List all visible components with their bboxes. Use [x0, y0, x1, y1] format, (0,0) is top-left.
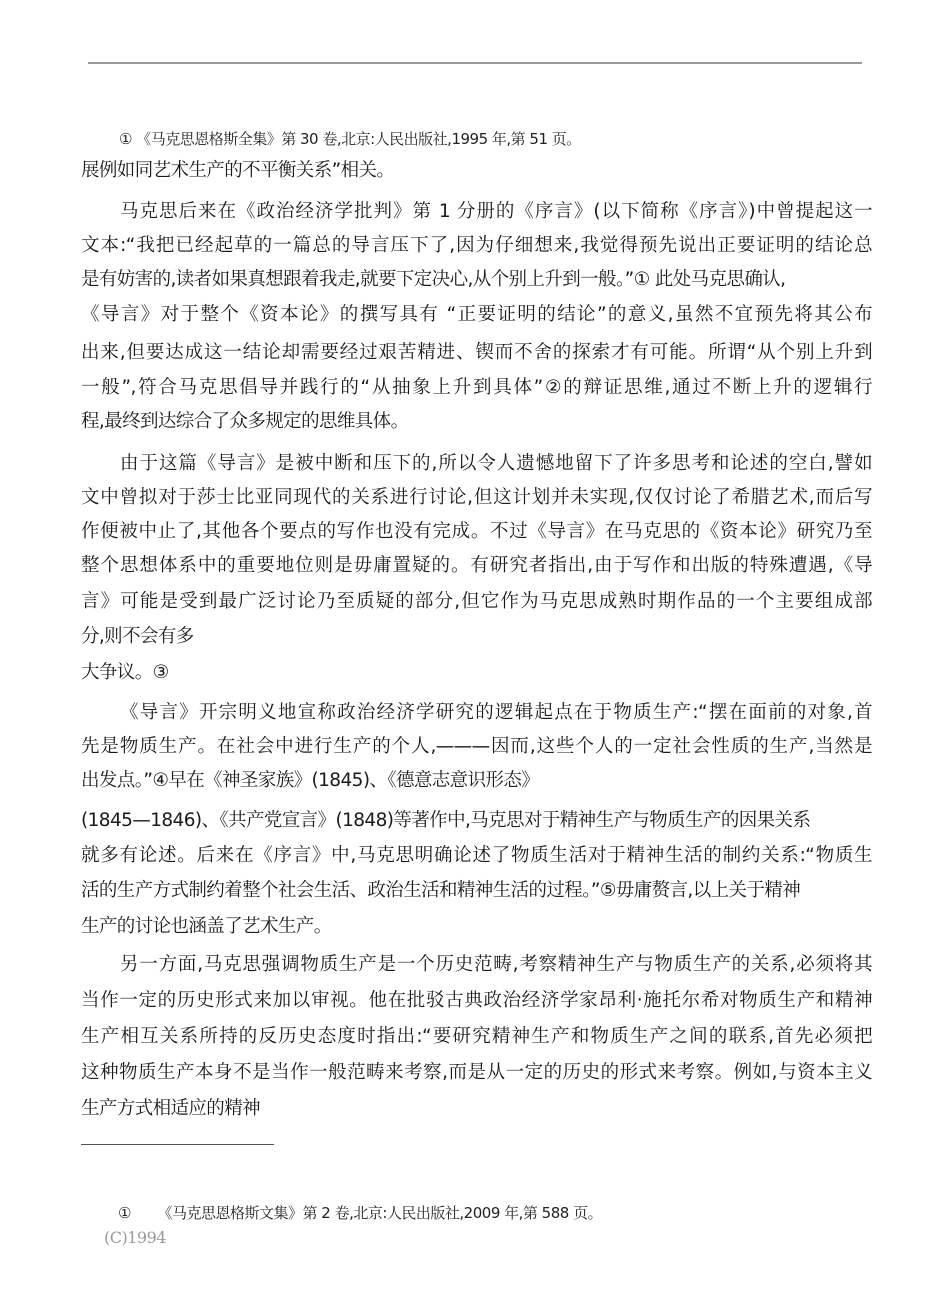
body-line: 《导言》对于整个《资本论》的撰写具有 “正要证明的结论”的意义,虽然不宜预先将其公布	[81, 304, 872, 325]
footer-footnote	[118, 1203, 602, 1223]
body-line: 出来,但要达成这一结论却需要经过艰苦精进、锲而不舍的探索才有可能。所谓“从个别上升到	[81, 342, 872, 363]
body-line: 另一方面,马克思强调物质生产是一个历史范畴,考察精神生产与物质生产的关系,必须将其	[120, 954, 872, 975]
footnote-marker: ①	[119, 130, 132, 148]
body-line: 生产的讨论也涵盖了艺术生产。	[81, 916, 332, 937]
body-line: 当作一定的历史形式来加以审视。他在批驳古典政治经济学家昂利·施托尔希对物质生产和精神	[81, 990, 872, 1011]
body-line: 活的生产方式制约着整个社会生活、政治生活和精神生活的过程。”⑤毋庸赘言,以上关于精神	[81, 880, 801, 901]
body-line: 分,则不会有多	[81, 626, 194, 647]
body-line: 《导言》开宗明义地宣称政治经济学研究的逻辑起点在于物质生产:“摆在面前的对象,首	[120, 702, 872, 723]
body-line: 这种物质生产本身不是当作一般范畴来考察,而是从一定的历史的形式来考察。例如,与资本主义	[81, 1062, 872, 1083]
footnote-text: 《马克思恩格斯文集》第 2 卷,北京:人民出版社,2009 年,第 588 页。	[157, 1204, 603, 1222]
footnote-rule	[81, 1144, 274, 1145]
header-footnote	[119, 129, 581, 149]
footnote-marker: ①	[118, 1204, 131, 1222]
body-line: 大争议。③	[81, 662, 169, 683]
body-line: 言》可能是受到最广泛讨论乃至质疑的部分,但它作为马克思成熟时期作品的一个主要组成部	[81, 591, 872, 612]
body-line: 文本:“我把已经起草的一篇总的导言压下了,因为仔细想来,我觉得预先说出正要证明的结论总	[81, 235, 872, 256]
body-line: 一般”,符合马克思倡导并践行的“从抽象上升到具体”②的辩证思维,通过不断上升的逻辑行	[81, 377, 872, 398]
body-line: (1845—1846)、《共产党宣言》(1848)等著作中,马克思对于精神生产与物质生产的因果关系	[81, 810, 811, 831]
body-line: 生产方式相适应的精神	[81, 1098, 261, 1119]
top-rule	[88, 62, 862, 64]
body-line: 文中曾拟对于莎士比亚同现代的关系进行讨论,但这计划并未实现,仅仅讨论了希腊艺术,而后写	[81, 487, 872, 508]
body-line: 出发点。”④早在《神圣家族》(1845)、《德意志意识形态》	[81, 770, 540, 791]
body-line: 生产相互关系所持的反历史态度时指出:“要研究精神生产和物质生产之间的联系,首先必须把	[81, 1026, 872, 1047]
body-line: 作便被中止了,其他各个要点的写作也没有完成。不过《导言》在马克思的《资本论》研究乃至	[81, 521, 872, 542]
body-line: 是有妨害的,读者如果真想跟着我走,就要下定决心,从个别上升到一般。”① 此处马克思确认,	[81, 269, 786, 290]
body-line: 就多有论述。后来在《序言》中,马克思明确论述了物质生活对于精神生活的制约关系:“物质生	[81, 845, 872, 866]
body-line: 整个思想体系中的重要地位则是毋庸置疑的。有研究者指出,由于写作和出版的特殊遭遇,《导	[81, 555, 872, 576]
body-line: 先是物质生产。在社会中进行生产的个人,———因而,这些个人的一定社会性质的生产,当然是	[81, 736, 872, 757]
body-line: 马克思后来在《政治经济学批判》第 1 分册的《序言》(以下简称《序言》)中曾提起这一	[120, 201, 872, 222]
footnote-text: 《马克思恩格斯全集》第 30 卷,北京:人民出版社,1995 年,第 51 页。	[136, 130, 581, 148]
body-line: 由于这篇《导言》是被中断和压下的,所以令人遗憾地留下了许多思考和论述的空白,譬如	[120, 453, 872, 474]
body-line: 展例如同艺术生产的不平衡关系”相关。	[81, 160, 395, 181]
copyright-text: (C)1994	[104, 1228, 166, 1247]
body-line: 程,最终到达综合了众多规定的思维具体。	[81, 411, 409, 432]
